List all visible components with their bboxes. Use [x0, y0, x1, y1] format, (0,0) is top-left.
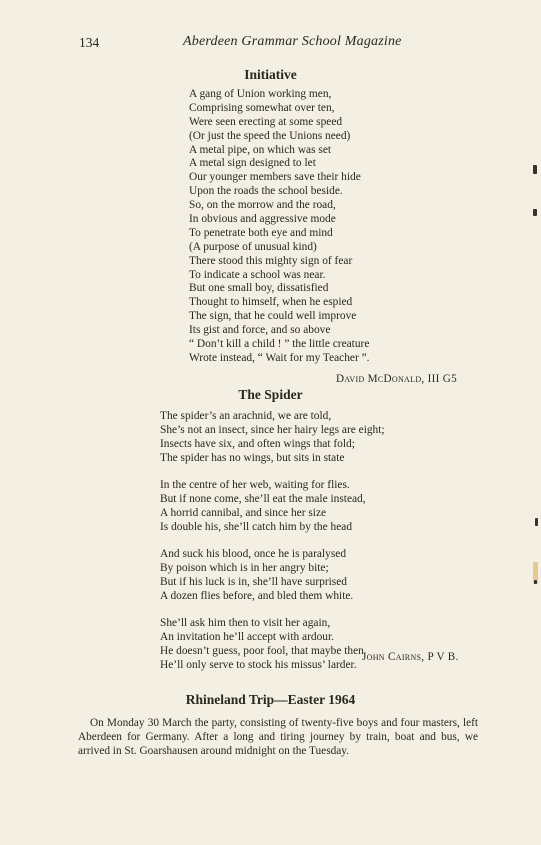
stanza — [160, 410, 385, 466]
poem-initiative — [189, 88, 370, 366]
scan-speck — [535, 518, 538, 526]
poem-line: She’s not an insect, since her hairy legs are eight; — [160, 423, 385, 436]
stanza-gap — [160, 604, 385, 618]
poem-title-initiative: Initiative — [244, 67, 297, 82]
poem-line: But one small boy, dissatisfied — [189, 282, 329, 295]
poem-line: (A purpose of unusual kind) — [189, 240, 317, 253]
poem-line: Upon the roads the school beside. — [189, 185, 343, 198]
stanza-gap — [160, 535, 385, 549]
poem-line: An invitation he’ll accept with ardour. — [160, 631, 334, 644]
stanza — [189, 88, 370, 366]
poem-line: In obvious and aggressive mode — [189, 213, 336, 226]
poem-line: A metal pipe, on which was set — [189, 143, 332, 156]
poem-line: The spider’s an arachnid, we are told, — [160, 410, 332, 422]
scan-speck — [533, 165, 537, 174]
poem-line: A dozen flies before, and bled them white. — [160, 589, 354, 602]
stanza — [160, 548, 385, 604]
stanza — [160, 479, 385, 535]
poem-line: Its gist and force, and so above — [189, 324, 331, 337]
poem-line: To penetrate both eye and mind — [189, 226, 333, 239]
scan-speck — [533, 209, 537, 216]
poem-line: Thought to himself, when he espied — [189, 296, 353, 309]
poem-line: And suck his blood, once he is paralysed — [160, 548, 347, 561]
poem-line: The sign, that he could well improve — [189, 310, 357, 323]
poem-line: By poison which is in her angry bite; — [160, 562, 329, 575]
poem-line: The spider has no wings, but sits in state — [160, 451, 345, 464]
poem-line: To indicate a school was near. — [189, 268, 326, 281]
poem-line: Wrote instead, “ Wait for my Teacher ”. — [189, 351, 370, 364]
poem-line: “ Don’t kill a child ! ” the little creature — [189, 338, 370, 351]
poem-line: A gang of Union working men, — [189, 88, 332, 100]
poem-line: A horrid cannibal, and since her size — [160, 506, 327, 519]
poem-title-spider: The Spider — [238, 387, 303, 402]
poem-line: He’ll only serve to stock his missus’ larder. — [160, 658, 357, 671]
poem-line: He doesn’t guess, poor fool, that maybe then — [160, 644, 364, 657]
poem-line: But if none come, she’ll eat the male instead, — [160, 492, 366, 505]
poem-line: (Or just the speed the Unions need) — [189, 129, 351, 142]
poem-spider — [160, 410, 385, 673]
poem-line: Comprising somewhat over ten, — [189, 101, 335, 114]
poem-line: Our younger members save their hide — [189, 171, 361, 184]
stanza — [160, 617, 385, 673]
poem-line: There stood this mighty sign of fear — [189, 254, 353, 267]
poem-line: In the centre of her web, waiting for flies. — [160, 479, 350, 492]
running-head: Aberdeen Grammar School Magazine — [183, 34, 402, 49]
poem-line: Is double his, she’ll catch him by the head — [160, 520, 353, 533]
author-credit: John Cairns, P V B. — [362, 651, 459, 663]
scan-speck — [534, 580, 537, 584]
poem-line: Were seen erecting at some speed — [189, 115, 343, 128]
poem-line: So, on the morrow and the road, — [189, 199, 336, 212]
stanza-gap — [160, 466, 385, 480]
author-credit: David McDonald, III G5 — [336, 373, 458, 385]
article-body: On Monday 30 March the party, consisting of twenty-five boys and four masters, left Aberdeen for Germany. After a long and tiring journey by train, boat and bus, we arrived in St. Goarshausen around midnight on the Tuesday. — [78, 717, 478, 757]
poem-line: Insects have six, and often wings that fold; — [160, 437, 355, 450]
poem-line: A metal sign designed to let — [189, 157, 316, 170]
poem-line: She’ll ask him then to visit her again, — [160, 617, 331, 630]
page-number: 134 — [79, 35, 100, 50]
article-title: Rhineland Trip—Easter 1964 — [185, 692, 356, 707]
poem-line: But if his luck is in, she’ll have surprised — [160, 575, 347, 588]
